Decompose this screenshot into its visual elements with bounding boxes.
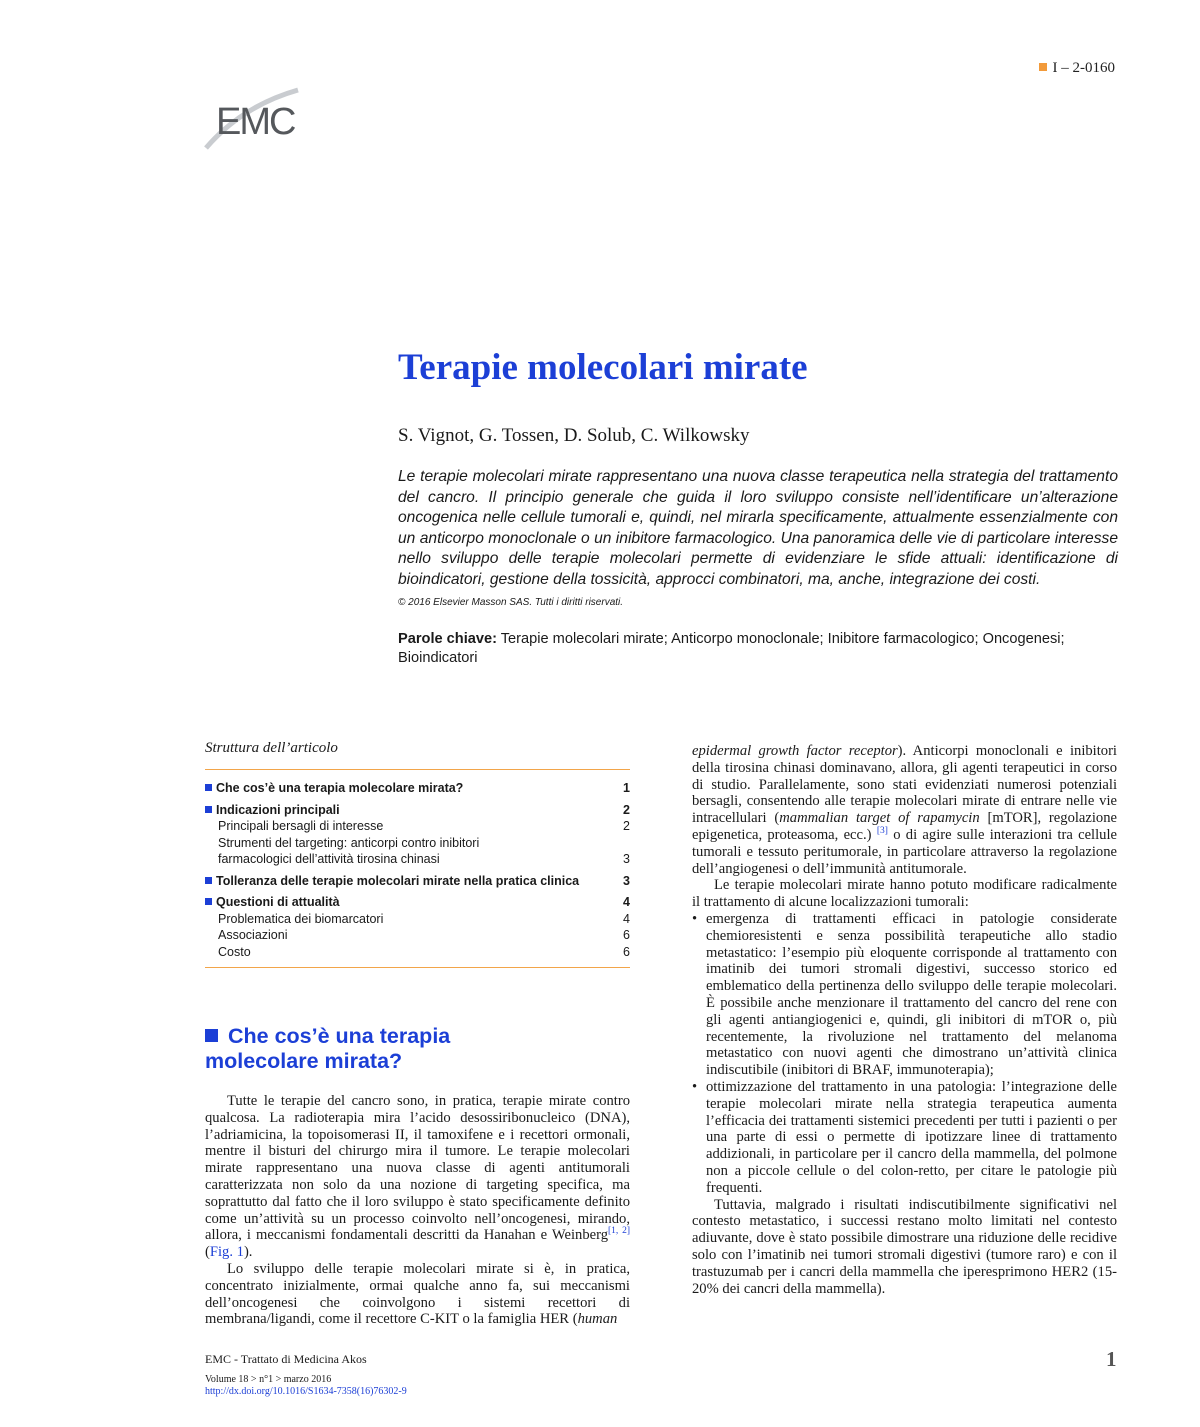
bullet-list [692, 911, 1117, 1197]
document-id: I – 2-0160 [1039, 60, 1116, 77]
toc-divider [205, 769, 630, 770]
authors: S. Vignot, G. Tossen, D. Solub, C. Wilkowsky [398, 425, 750, 446]
keywords: Parole chiave: Terapie molecolari mirate; Anticorpo monoclonale; Inibitore farmacologico; Oncogenesi; Bioindicatori [398, 631, 1065, 666]
paragraph: Tutte le terapie del cancro sono, in pratica, terapie mirate contro qualcosa. La radioterapia mira l’acido desossiribonucleico (DNA), l’adriamicina, la topoisomerasi II, il tamoxifene e i recettori ormonali, mentre il bisturi del chirurgo mira il tumore. Le terapie molecolari mirate rappresentano una nuova classe di agenti antitumorali caratterizzata non solo da una nozione di targeting specifica, ma soprattutto dal fatto che il loro sviluppo è stato specificamente definito come un’attività su un processo coinvolto nell’oncogenesi, mirando, allora, i meccanismi fondamentali descritti da Hanahan e Weinberg[1, 2] (Fig. 1). [205, 1093, 630, 1261]
svg-text:EMC: EMC [216, 101, 295, 143]
list-item: • ottimizzazione del trattamento in una patologia: l’integrazione delle terapie molecolari mirate nella strategia terapeutica aumenta l’efficacia dei trattamenti sistemici precedenti per tutti i pazienti o per una parte di essi o permette di ipotizzare linee di trattamento addizionali, in particolare per il cancro della mammella, del polmone non a piccole cellule o del colon-retto, per citare le patologie più frequenti. [692, 1079, 1117, 1197]
citation-info: Volume 18 > n°1 > marzo 2016 http://dx.doi.org/10.1016/S1634-7358(16)76302-9 [205, 1374, 407, 1397]
copyright: © 2016 Elsevier Masson SAS. Tutti i diritti riservati. [398, 597, 624, 608]
emc-logo [202, 76, 302, 156]
abstract: Le terapie molecolari mirate rappresentano una nuova classe terapeutica nella strategia del trattamento del cancro. Il principio generale che guida il loro sviluppo consiste nell’identificare un’alterazione oncogenica nelle cellule tumorali e, quindi, nel mirarla specificamente, attualmente essenzialmente con un anticorpo monoclonale o un inibitore farmacologico. Una panoramica delle vie di particolare interesse nello sviluppo delle terapie molecolari permette di evidenziare le sfide attuali: identificazione di bioindicatori, gestione della tossicità, approcci combinatori, ma, anche, integrazione dei costi. [398, 468, 1118, 588]
orange-square-icon [1039, 63, 1047, 71]
citation-link[interactable]: [3] [876, 826, 888, 837]
figure-link[interactable]: Fig. 1 [209, 1244, 244, 1261]
toc-item[interactable]: farmacologici dell’attività tirosina chinasi 3 [218, 852, 630, 866]
table-of-contents [205, 740, 630, 968]
toc-divider [205, 967, 630, 968]
body-column-left [205, 1093, 630, 1328]
paragraph: Tuttavia, malgrado i risultati indiscutibilmente significativi nel contesto metastatico, i successi restano molto limitati nel contesto adiuvante, dove è stato possibile dimostrare una riduzione delle recidive solo con l’imatinib nei tumori stromali digestivi (tumore raro) e con il trastuzumab per i cancri della mammella che iperesprimono HER2 (15-20% dei cancri della mammella). [692, 1196, 1117, 1297]
page-number: 1 [1106, 1347, 1117, 1371]
toc-item[interactable]: Costo 6 [218, 944, 630, 959]
paragraph: Lo sviluppo delle terapie molecolari mirate si è, in pratica, concentrato inizialmente, ormai qualche anno fa, sui meccanismi dell’oncogenesi che coinvolgono i sistemi recettori di membrana/ligandi, come il recettore C-KIT o la famiglia HER (human [205, 1260, 630, 1328]
toc-title: Struttura dell’articolo [205, 740, 338, 756]
toc-item[interactable]: Tolleranza delle terapie molecolari mirate nella pratica clinica 3 [205, 873, 630, 890]
toc-item[interactable]: Indicazioni principali 2 [205, 802, 630, 819]
toc-item[interactable]: Problematica dei biomarcatori 4 [218, 911, 630, 926]
body-column-right [692, 743, 1117, 1297]
blue-square-icon [205, 1029, 218, 1042]
list-item: • emergenza di trattamenti efficaci in patologie considerate chemioresistenti e senza possibilità terapeutiche allo stadio metastatico: l’esempio più eloquente corrisponde al trattamento con imatinib dei tumori stromali digestivi, successo storico ed emblematico della pertinenza dello sviluppo delle terapie molecolari. È possibile anche menzionare il trattamento del cancro del rene con gli agenti antiangiogenici e, quindi, gli inibitori di mTOR o, più recentemente, la rivoluzione nel trattamento del melanoma metastatico con nuovi agenti che dimostrano un’attività clinica indiscutibile (inibitori di BRAF, immunoterapia); [692, 911, 1117, 1079]
doi-link[interactable]: http://dx.doi.org/10.1016/S1634-7358(16)76302-9 [205, 1386, 407, 1397]
section-heading: Che cos’è una terapia molecolare mirata? [205, 1024, 451, 1073]
paragraph: epidermal growth factor receptor). Anticorpi monoclonali e inibitori della tirosina chinasi dominavano, allora, gli agenti terapeutici in corso di studio. Parallelamente, sono stati evidenziati numerosi potenziali bersagli, consentendo alle terapie molecolari mirate di entrare nelle vie intracellulari (mammalian target of rapamycin [mTOR], regolazione epigenetica, proteasoma, ecc.) [3] o di agire sulle interazioni tra cellule tumorali e tessuto peritumorale, in particolare attraverso la regolazione dell’angiogenesi o dell’immunità antitumorale. [692, 743, 1118, 877]
toc-item[interactable]: Principali bersagli di interesse 2 [218, 819, 630, 833]
toc-item[interactable]: Associazioni 6 [218, 928, 630, 942]
toc-item[interactable]: Che cos’è una terapia molecolare mirata? 1 [205, 780, 630, 797]
article-title: Terapie molecolari mirate [398, 347, 808, 388]
citation-link[interactable]: [1, 2] [608, 1226, 630, 1237]
journal-name: EMC - Trattato di Medicina Akos [205, 1352, 367, 1366]
toc-item[interactable]: Strumenti del targeting: anticorpi contro inibitori [218, 835, 480, 850]
paragraph: Le terapie molecolari mirate hanno potuto modificare radicalmente il trattamento di alcune localizzazioni tumorali: [692, 877, 1117, 911]
toc-item[interactable]: Questioni di attualità 4 [205, 894, 630, 911]
